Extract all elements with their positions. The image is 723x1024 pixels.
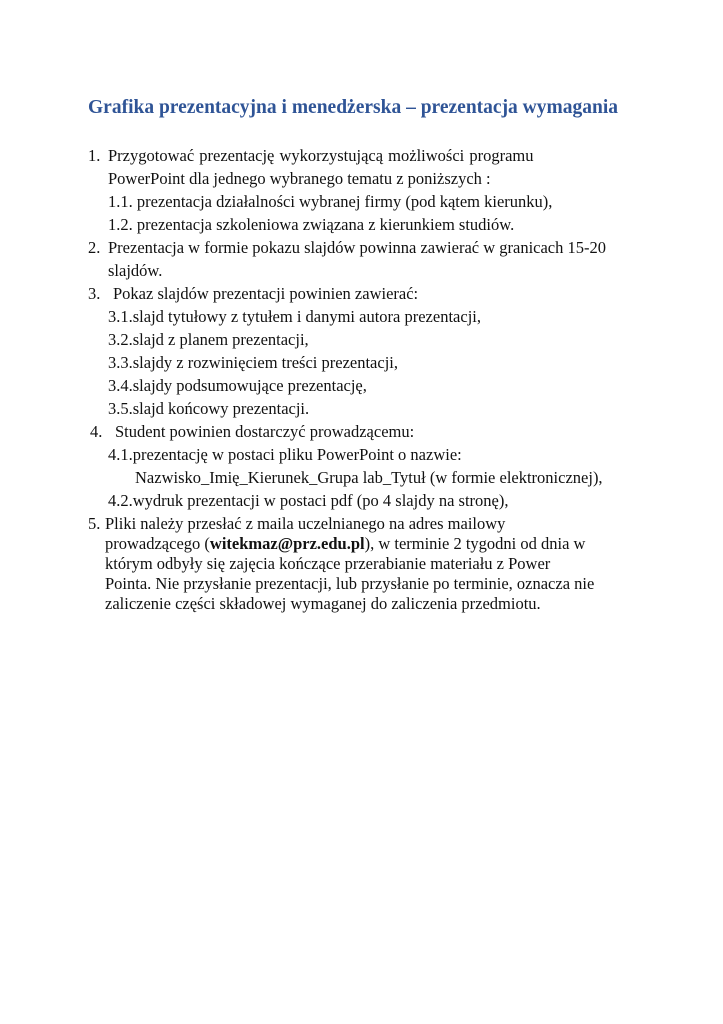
item-1-sub-1: 1.1. prezentacja działalności wybranej firmy (pod kątem kierunku), xyxy=(108,192,553,211)
item-4-number: 4. xyxy=(90,422,103,441)
item-1-sub-2: 1.2. prezentacja szkoleniowa związana z kierunkiem studiów. xyxy=(108,215,515,234)
item-1-line-2: PowerPoint dla jednego wybranego tematu z poniższych : xyxy=(108,169,491,188)
item-4-filename: Nazwisko_Imię_Kierunek_Grupa lab_Tytuł (w formie elektronicznej), xyxy=(135,468,603,487)
item-2-number: 2. xyxy=(88,238,101,257)
item-2-line-1: Prezentacja w formie pokazu slajdów powinna zawierać w granicach 15-20 xyxy=(108,238,606,257)
item-2-line-2: slajdów. xyxy=(108,261,163,280)
item-5-line-4: Pointa. Nie przysłanie prezentacji, lub przysłanie po terminie, oznacza nie xyxy=(105,574,595,593)
item-3-sub-4: 3.4.slajdy podsumowujące prezentację, xyxy=(108,376,367,395)
item-3-line-1: Pokaz slajdów prezentacji powinien zawierać: xyxy=(113,284,419,303)
item-5-line-2-after: ), w terminie 2 tygodni od dnia w xyxy=(364,534,586,553)
item-4-sub-1: 4.1.prezentację w postaci pliku PowerPoint o nazwie: xyxy=(108,445,462,464)
item-3-sub-5: 3.5.slajd końcowy prezentacji. xyxy=(108,399,310,418)
item-1-line-1: Przygotować prezentację wykorzystującą możliwości programu xyxy=(108,146,534,165)
item-5-number: 5. xyxy=(88,514,101,533)
item-5-line-1: Pliki należy przesłać z maila uczelnianego na adres mailowy xyxy=(105,514,506,533)
item-1-number: 1. xyxy=(88,146,101,165)
item-4-line-1: Student powinien dostarczyć prowadzącemu: xyxy=(115,422,415,441)
item-3-number: 3. xyxy=(88,284,101,303)
email-address: witekmaz@prz.edu.pl xyxy=(209,534,365,553)
item-5-line-2 xyxy=(105,534,585,554)
item-5-line-5: zaliczenie części składowej wymaganej do zaliczenia przedmiotu. xyxy=(105,594,541,613)
item-3-sub-1: 3.1.slajd tytułowy z tytułem i danymi autora prezentacji, xyxy=(108,307,481,326)
item-5-line-2-before: prowadzącego ( xyxy=(105,534,210,553)
item-5-line-3: którym odbyły się zajęcia kończące przerabianie materiału z Power xyxy=(105,554,551,573)
page-title: Grafika prezentacyjna i menedżerska – prezentacja wymagania xyxy=(88,97,619,118)
item-3-sub-3: 3.3.slajdy z rozwinięciem treści prezentacji, xyxy=(108,353,398,372)
item-4-sub-2: 4.2.wydruk prezentacji w postaci pdf (po 4 slajdy na stronę), xyxy=(108,491,509,510)
item-3-sub-2: 3.2.slajd z planem prezentacji, xyxy=(108,330,309,349)
